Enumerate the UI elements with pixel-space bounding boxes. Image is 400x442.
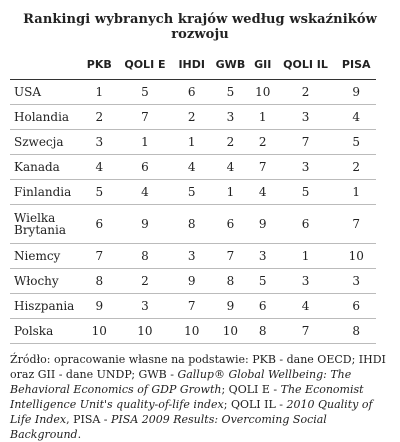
rank-cell: 1	[82, 80, 117, 105]
rank-cell: 7	[336, 205, 376, 244]
source-text: ; QOLI E -	[221, 383, 281, 396]
rank-cell: 3	[210, 105, 251, 130]
source-text: ; QOLI IL -	[223, 398, 287, 411]
country-cell: Holandia	[10, 105, 82, 130]
rank-cell: 3	[173, 244, 210, 269]
rank-cell: 5	[336, 130, 376, 155]
rank-cell: 2	[82, 105, 117, 130]
rank-cell: 8	[210, 269, 251, 294]
rank-cell: 5	[117, 80, 174, 105]
rank-cell: 10	[82, 319, 117, 344]
rank-cell: 7	[82, 244, 117, 269]
source-note	[10, 352, 395, 442]
rank-cell: 2	[210, 130, 251, 155]
rank-cell: 7	[173, 294, 210, 319]
header-cell	[10, 58, 82, 80]
rank-cell: 3	[82, 130, 117, 155]
source-title: PISA 2009 Results: Overcoming Social Background	[10, 413, 327, 441]
rank-cell: 6	[173, 80, 210, 105]
header-cell: PKB	[82, 58, 117, 80]
rank-cell: 9	[251, 205, 275, 244]
rank-cell: 7	[117, 105, 174, 130]
source-title: Gallup® Global Wellbeing: The Behavioral Economics of GDP Growth	[10, 368, 352, 396]
rank-cell: 6	[210, 205, 251, 244]
rank-cell: 8	[336, 319, 376, 344]
country-cell: Finlandia	[10, 180, 82, 205]
rank-cell: 8	[173, 205, 210, 244]
header-cell: QOLI E	[117, 58, 174, 80]
rank-cell: 1	[336, 180, 376, 205]
rank-cell: 3	[275, 155, 337, 180]
rank-cell: 9	[336, 80, 376, 105]
table-row	[10, 319, 376, 344]
header-cell: GWB	[210, 58, 251, 80]
table-title: Rankingi wybranych krajów według wskaźników rozwoju	[23, 12, 377, 42]
rank-cell: 4	[210, 155, 251, 180]
rank-cell: 1	[173, 130, 210, 155]
table-row	[10, 244, 376, 269]
table-row	[10, 130, 376, 155]
rank-cell: 3	[336, 269, 376, 294]
rank-cell: 6	[251, 294, 275, 319]
rank-cell: 2	[173, 105, 210, 130]
table-row	[10, 155, 376, 180]
country-cell: Niemcy	[10, 244, 82, 269]
rank-cell: 2	[275, 80, 337, 105]
rank-cell: 9	[117, 205, 174, 244]
rank-cell: 4	[336, 105, 376, 130]
rank-cell: 9	[210, 294, 251, 319]
rank-cell: 2	[336, 155, 376, 180]
country-cell: USA	[10, 80, 82, 105]
rank-cell: 8	[117, 244, 174, 269]
table-row	[10, 105, 376, 130]
rank-cell: 3	[251, 244, 275, 269]
table-row	[10, 80, 376, 105]
country-cell: Kanada	[10, 155, 82, 180]
source-text: .	[77, 428, 82, 441]
rank-cell: 5	[82, 180, 117, 205]
rankings-table	[10, 58, 376, 344]
source-title: 2010 Quality of Life Index	[10, 398, 373, 426]
rank-cell: 2	[117, 269, 174, 294]
rank-cell: 9	[173, 269, 210, 294]
rank-cell: 4	[173, 155, 210, 180]
header-cell: QOLI IL	[275, 58, 337, 80]
rank-cell: 6	[82, 205, 117, 244]
header-cell: PISA	[336, 58, 376, 80]
rank-cell: 10	[117, 319, 174, 344]
country-cell: Wielka Brytania	[10, 205, 82, 244]
rank-cell: 2	[251, 130, 275, 155]
rank-cell: 3	[275, 269, 337, 294]
rank-cell: 3	[275, 105, 337, 130]
rank-cell: 10	[210, 319, 251, 344]
rank-cell: 7	[275, 130, 337, 155]
header-cell: GII	[251, 58, 275, 80]
rank-cell: 1	[251, 105, 275, 130]
rank-cell: 9	[82, 294, 117, 319]
rank-cell: 1	[210, 180, 251, 205]
rank-cell: 8	[251, 319, 275, 344]
table-row	[10, 294, 376, 319]
rank-cell: 6	[275, 205, 337, 244]
header-row	[10, 58, 376, 80]
rank-cell: 7	[251, 155, 275, 180]
rank-cell: 10	[336, 244, 376, 269]
rank-cell: 10	[251, 80, 275, 105]
rank-cell: 6	[117, 155, 174, 180]
source-text: , PISA -	[66, 413, 112, 426]
rank-cell: 5	[173, 180, 210, 205]
rank-cell: 4	[251, 180, 275, 205]
rank-cell: 4	[82, 155, 117, 180]
header-cell: IHDI	[173, 58, 210, 80]
table-row	[10, 180, 376, 205]
rank-cell: 4	[117, 180, 174, 205]
rank-cell: 4	[275, 294, 337, 319]
rank-cell: 10	[173, 319, 210, 344]
rank-cell: 8	[82, 269, 117, 294]
country-cell: Szwecja	[10, 130, 82, 155]
rank-cell: 7	[210, 244, 251, 269]
source-text: Źródło: opracowanie własne na podstawie: PKB - dane OECD; IHDI oraz GII - dane UNDP; GWB -	[10, 353, 386, 381]
rank-cell: 3	[117, 294, 174, 319]
rank-cell: 5	[251, 269, 275, 294]
table-row	[10, 205, 376, 244]
rank-cell: 5	[275, 180, 337, 205]
rank-cell: 6	[336, 294, 376, 319]
rank-cell: 1	[275, 244, 337, 269]
country-cell: Włochy	[10, 269, 82, 294]
rank-cell: 1	[117, 130, 174, 155]
rank-cell: 5	[210, 80, 251, 105]
country-cell: Hiszpania	[10, 294, 82, 319]
table-row	[10, 269, 376, 294]
country-cell: Polska	[10, 319, 82, 344]
source-title: The Economist Intelligence Unit's quality-of-life index	[10, 383, 364, 411]
rank-cell: 7	[275, 319, 337, 344]
